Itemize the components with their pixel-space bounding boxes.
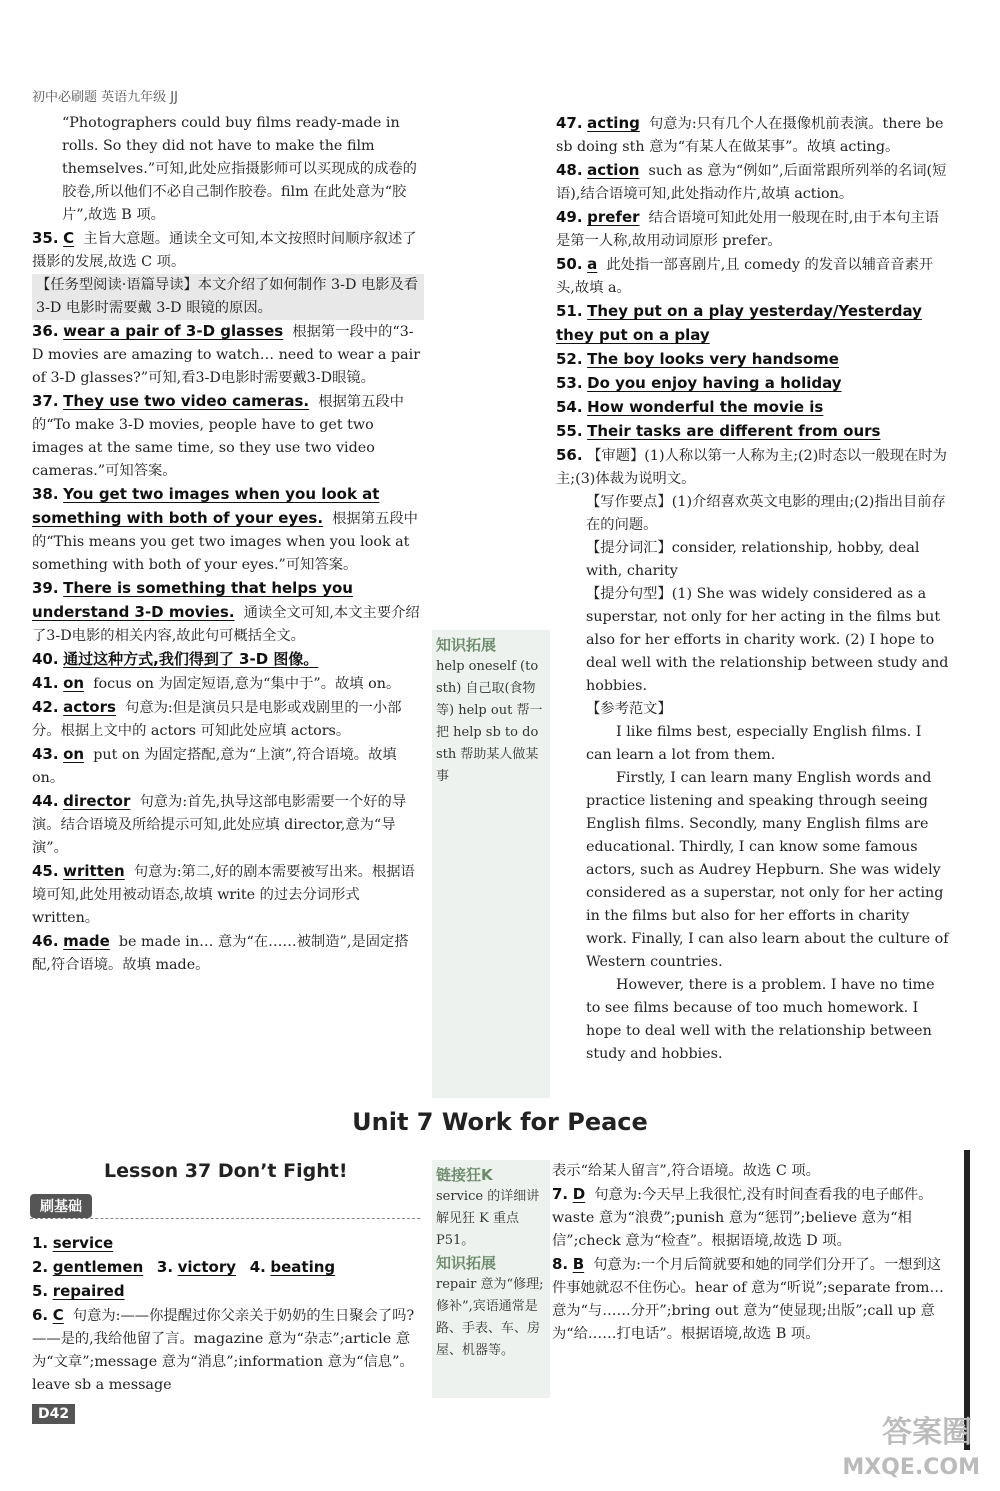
question-50: 50. a 此处指一部喜剧片,且 comedy 的发音以辅音音素开头,故填 a。 bbox=[556, 255, 934, 296]
page-number: D42 bbox=[32, 1404, 75, 1424]
question-35: 35. C 主旨大意题。通读全文可知,本文按照时间顺序叙述了摄影的发展,故选 C 项。 bbox=[32, 229, 417, 270]
essay-paragraph-1: I like films best, especially English films. I can learn a lot from them. bbox=[586, 724, 922, 763]
answer-5: 5. repaired bbox=[32, 1282, 125, 1300]
link-title: 链接狂K bbox=[436, 1166, 493, 1184]
writing-points: 【写作要点】(1)介绍喜欢英文电影的理由;(2)指出目前存在的问题。 bbox=[586, 494, 946, 533]
page-header: 初中必刷题 英语九年级 JJ bbox=[32, 90, 178, 105]
question-44: 44. director 句意为:首先,执导这部电影需要一个好的导演。结合语境及所给提示可知,此处应填 director,意为“导演”。 bbox=[32, 792, 407, 856]
answers-1-4: 1. service bbox=[32, 1234, 114, 1252]
question-48: 48. action such as 意为“例如”,后面常跟所列举的名词(短语),结合语境可知,此处指动作片,故填 action。 bbox=[556, 161, 947, 202]
question-41: 41. on focus on 为固定短语,意为“集中于”。故填 on。 bbox=[32, 674, 401, 692]
sidebar-text: help oneself (to sth) 自己取(食物等) help out 帮一把 help sb to do sth 帮助某人做某事 bbox=[436, 659, 543, 784]
essay-paragraph-3: However, there is a problem. I have no time to see films because of too much homework. I hope to deal well with the relationship between study and hobbies. bbox=[586, 977, 935, 1062]
bottom-left-column bbox=[32, 1232, 424, 1397]
question-45: 45. written 句意为:第二,好的剧本需要被写出来。根据语境可知,此处用被动语态,故填 write 的过去分词形式 written。 bbox=[32, 862, 415, 926]
right-edge-rule bbox=[964, 1150, 970, 1450]
watermark-stamp: 答案圈 bbox=[882, 1415, 972, 1450]
link-text: service 的详细讲解见狂 K 重点 P51。 bbox=[436, 1189, 540, 1248]
question-46: 46. made be made in… 意为“在……被制造”,是固定搭配,符合语境。故填 made。 bbox=[32, 932, 409, 973]
question-53: 53. Do you enjoy having a holiday bbox=[556, 374, 842, 392]
question-38: 38. You get two images when you look at something with both of your eyes. 根据第五段中的“This means you get two images when you look at something with both of your eyes.”可知答案。 bbox=[32, 485, 418, 573]
question-42: 42. actors 句意为:但是演员只是电影或戏剧里的一小部分。根据上文中的 actors 可知此处应填 actors。 bbox=[32, 698, 402, 739]
knowledge-text-2: repair 意为“修理;修补”,宾语通常是路、手表、车、房屋、机器等。 bbox=[436, 1277, 544, 1358]
sample-essay-label: 【参考范文】 bbox=[586, 701, 672, 717]
question-6-continued: 表示“给某人留言”,符合语境。故选 C 项。 bbox=[552, 1163, 820, 1179]
knowledge-title-2: 知识拓展 bbox=[436, 1254, 497, 1272]
question-7: 7. D 句意为:今天早上我很忙,没有时间查看我的电子邮件。waste 意为“浪费”;punish 意为“惩罚”;believe 意为“相信”;check 意为“检查”。根据语境,故选 D 项。 bbox=[552, 1185, 933, 1249]
answers-2-4: 2. gentlemen 3. victory 4. beating bbox=[32, 1258, 336, 1276]
question-51: 51. They put on a play yesterday/Yesterday they put on a play bbox=[556, 302, 922, 344]
question-8: 8. B 句意为:一个月后简就要和她的同学们分开了。一想到这件事她就忍不住伤心。hear of 意为“听说”;separate from… 意为“与……分开”;bring out 意为“使显现;出版”;call up 意为“给……打电话”。根据语境,故选 B 项。 bbox=[552, 1255, 944, 1342]
question-56: 56. 【审题】(1)人称以第一人称为主;(2)时态以一般现在时为主;(3)体裁为说明文。 bbox=[556, 446, 947, 487]
question-6: 6. C 句意为:——你提醒过你父亲关于奶奶的生日聚会了吗?——是的,我给他留了言。magazine 意为“杂志”;article 意为“文章”;message 意为“消息”;information 意为“信息”。leave sb a message bbox=[32, 1306, 415, 1393]
section-tag bbox=[30, 1194, 420, 1219]
key-sentences: 【提分句型】(1) She was widely considered as a superstar, not only for her acting in the films but also for her efforts in charity work. (2) I hope to deal well with the relationship between study and hobbies. bbox=[586, 586, 949, 694]
question-47: 47. acting 句意为:只有几个人在摄像机前表演。there be sb doing sth 意为“有某人在做某事”。故填 acting。 bbox=[556, 114, 944, 155]
question-36: 36. wear a pair of 3-D glasses 根据第一段中的“3-D movies are amazing to watch… need to wear a pair of 3-D glasses?”可知,看3-D电影时需要戴3-D眼镜。 bbox=[32, 322, 421, 386]
basic-practice-label: 刷基础 bbox=[30, 1194, 92, 1218]
essay-paragraph-2: Firstly, I can learn many English words and practice listening and speaking through seeing English films. Secondly, many English films are educational. Thirdly, I can know some famous actors, such as Audrey Hepburn. She was widely considered as a superstar, not only for her acting in the films but also for her efforts in charity work. Finally, I can also learn about the culture of Western countries. bbox=[586, 770, 949, 970]
link-sidebar bbox=[432, 1160, 550, 1398]
question-39: 39. There is something that helps you understand 3-D movies. 通读全文可知,本文主要介绍了3-D电影的相关内容,故此句可概括全文。 bbox=[32, 579, 420, 644]
right-column bbox=[556, 112, 950, 1066]
question-43: 43. on put on 为固定搭配,意为“上演”,符合语境。故填 on。 bbox=[32, 745, 397, 786]
question-49: 49. prefer 结合语境可知此处用一般现在时,由于本句主语是第一人称,故用动词原形 prefer。 bbox=[556, 208, 940, 249]
question-52: 52. The boy looks very handsome bbox=[556, 350, 839, 368]
reading-guide: 【任务型阅读·语篇导读】本文介绍了如何制作 3-D 电影及看 3-D 电影时需要戴 3-D 眼镜的原因。 bbox=[32, 274, 424, 320]
question-37: 37. They use two video cameras. 根据第五段中的“To make 3-D movies, people have to get two images at the same time, so they use two video cameras.”可知答案。 bbox=[32, 392, 404, 479]
watermark-url: MXQE.COM bbox=[842, 1455, 980, 1480]
left-column bbox=[32, 112, 424, 977]
key-vocab: 【提分词汇】consider, relationship, hobby, deal with, charity bbox=[586, 540, 920, 579]
bottom-right-column bbox=[552, 1160, 950, 1346]
unit-title: Unit 7 Work for Peace bbox=[352, 1108, 648, 1136]
sidebar-title: 知识拓展 bbox=[436, 636, 497, 654]
question-55: 55. Their tasks are different from ours bbox=[556, 422, 881, 440]
lesson-title: Lesson 37 Don’t Fight! bbox=[104, 1160, 348, 1182]
intro-text: “Photographers could buy films ready-made in rolls. So they did not have to make the film themselves.”可知,此处应指摄影师可以买现成的成卷的胶卷,所以他们不必自己制作胶卷。film 在此处意为“胶片”,故选 B 项。 bbox=[62, 115, 417, 223]
question-40: 40. 通过这种方式,我们得到了 3-D 图像。 bbox=[32, 650, 319, 668]
question-54: 54. How wonderful the movie is bbox=[556, 398, 824, 416]
knowledge-sidebar bbox=[432, 630, 550, 1098]
